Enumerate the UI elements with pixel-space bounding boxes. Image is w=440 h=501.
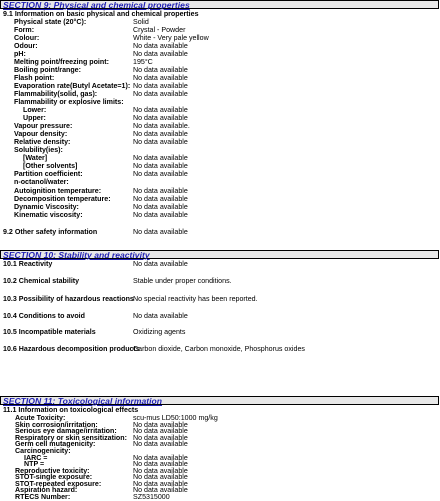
property-row: [0, 114, 440, 122]
property-value: No data available: [133, 130, 188, 138]
stability-value: No special reactivity has been reported.: [133, 295, 258, 303]
property-label: Physical state (20°C):: [14, 18, 87, 26]
property-value: No data available: [133, 50, 188, 58]
stability-row: [0, 277, 440, 285]
property-value: No data available: [133, 90, 188, 98]
property-row: [0, 162, 440, 170]
property-value: No data available: [133, 162, 188, 170]
property-label: Dynamic Viscosity:: [14, 203, 79, 211]
stability-value: Carbon dioxide, Carbon monoxide, Phosphorus oxides: [133, 345, 305, 353]
tox-value: No data available: [133, 479, 188, 488]
property-label: Relative density:: [14, 138, 71, 146]
property-label: Colour:: [14, 34, 40, 42]
tox-label: STOT-single exposure:: [15, 473, 93, 482]
property-row: [0, 66, 440, 74]
tox-label: Aspiration hazard:: [15, 486, 78, 495]
tox-value: SZ5315000: [133, 493, 170, 501]
property-value: No data available: [133, 66, 188, 74]
tox-label: Respiratory or skin sensitization:: [15, 433, 127, 442]
tox-label: Skin corrosion/irritation:: [15, 420, 98, 429]
tox-label: Germ cell mutagenicity:: [15, 440, 96, 449]
tox-label: Acute Toxicity:: [15, 414, 66, 422]
property-value: No data available: [133, 114, 188, 122]
stability-value: Stable under proper conditions.: [133, 277, 232, 285]
property-label: Flammability(solid, gas):: [14, 90, 98, 98]
property-row: [0, 138, 440, 146]
stability-value: No data available: [133, 260, 188, 268]
property-label: [Water]: [23, 154, 48, 162]
property-label: Flammability or explosive limits:: [14, 98, 124, 106]
other-safety-value: No data available: [133, 228, 188, 236]
property-label: Kinematic viscosity:: [14, 211, 83, 219]
property-value: No data available: [133, 74, 188, 82]
property-label: [Other solvents]: [23, 162, 78, 170]
property-label: Decomposition temperature:: [14, 195, 111, 203]
tox-value: No data available: [133, 453, 188, 462]
tox-label: RTECS Number:: [15, 493, 71, 501]
property-value: No data available: [133, 170, 188, 178]
property-row: [0, 195, 440, 203]
other-safety-label: 9.2 Other safety information: [3, 228, 98, 236]
section-11-1-heading: 11.1 Information on toxicological effects: [3, 406, 139, 414]
tox-value: No data available: [133, 460, 188, 469]
property-row: [0, 58, 440, 66]
section-11-header: SECTION 11: Toxicological information: [0, 396, 439, 405]
stability-row: [0, 295, 440, 303]
property-label: Form:: [14, 26, 35, 34]
property-value: White - Very pale yellow: [133, 34, 209, 42]
property-row: [0, 203, 440, 211]
property-label: Partition coefficient:: [14, 170, 83, 178]
tox-label: STOT-repeated exposure:: [15, 479, 102, 488]
tox-value: No data available: [133, 433, 188, 442]
stability-label: 10.3 Possibility of hazardous reactions: [3, 295, 134, 303]
tox-value: No data available: [133, 466, 188, 475]
stability-label: 10.1 Reactivity: [3, 260, 53, 268]
property-row: [0, 74, 440, 82]
tox-value: No data available: [133, 440, 188, 449]
property-row: [0, 18, 440, 26]
property-row: [0, 154, 440, 162]
property-row: [0, 82, 440, 90]
property-value: Solid: [133, 18, 149, 26]
property-value: No data available: [133, 42, 188, 50]
tox-label: NTP =: [24, 460, 45, 469]
property-label: pH:: [14, 50, 26, 58]
property-row: [0, 170, 440, 178]
property-row: [0, 146, 440, 154]
stability-label: 10.5 Incompatible materials: [3, 328, 96, 336]
property-row: [0, 50, 440, 58]
property-label: Autoignition temperature:: [14, 187, 102, 195]
property-label: n-octanol/water:: [14, 178, 69, 186]
property-row: [0, 178, 440, 186]
property-row: [0, 34, 440, 42]
section-9-header: SECTION 9: Physical and chemical properties: [0, 0, 439, 9]
property-label: Evaporation rate(Butyl Acetate=1):: [14, 82, 131, 90]
property-label: Upper:: [23, 114, 46, 122]
section-9-1-heading: 9.1 Information on basic physical and chemical properties: [3, 10, 199, 18]
stability-value: No data available: [133, 312, 188, 320]
property-value: No data available: [133, 187, 188, 195]
property-label: Melting point/freezing point:: [14, 58, 109, 66]
tox-value: scu-mus LD50:1000 mg/kg: [133, 414, 218, 422]
property-value: No data available.: [133, 122, 190, 130]
property-label: Flash point:: [14, 74, 55, 82]
property-row: [0, 26, 440, 34]
tox-label: Reproductive toxicity:: [15, 466, 90, 475]
other-safety-row: [0, 228, 440, 236]
property-value: 195°C: [133, 58, 153, 66]
tox-value: No data available: [133, 473, 188, 482]
property-label: Odour:: [14, 42, 38, 50]
property-value: No data available: [133, 138, 188, 146]
tox-label: IARC =: [24, 453, 48, 462]
property-row: [0, 130, 440, 138]
tox-label: Carcinogenicity:: [15, 446, 71, 455]
stability-row: [0, 260, 440, 268]
property-row: [0, 98, 440, 106]
property-label: Solubility(ies):: [14, 146, 63, 154]
property-row: [0, 122, 440, 130]
stability-value: Oxidizing agents: [133, 328, 186, 336]
stability-label: 10.2 Chemical stability: [3, 277, 80, 285]
tox-value: No data available: [133, 420, 188, 429]
property-row: [0, 211, 440, 219]
property-label: Lower:: [23, 106, 47, 114]
property-value: No data available: [133, 106, 188, 114]
property-row: [0, 90, 440, 98]
tox-value: No data available: [133, 486, 188, 495]
property-row: [0, 42, 440, 50]
section-10-header: SECTION 10: Stability and reactivity: [0, 250, 439, 259]
property-row: [0, 106, 440, 114]
tox-value: No data available: [133, 427, 188, 436]
stability-label: 10.6 Hazardous decomposition products: [3, 345, 140, 353]
property-row: [0, 187, 440, 195]
property-label: Boiling point/range:: [14, 66, 81, 74]
property-value: No data available: [133, 82, 188, 90]
property-value: No data available: [133, 203, 188, 211]
stability-row: [0, 312, 440, 320]
property-label: Vapour density:: [14, 130, 68, 138]
tox-label: Serious eye damage/irritation:: [15, 427, 117, 436]
stability-row: [0, 345, 440, 353]
property-value: No data available: [133, 154, 188, 162]
stability-row: [0, 328, 440, 336]
property-label: Vapour pressure:: [14, 122, 73, 130]
property-value: Crystal - Powder: [133, 26, 186, 34]
stability-label: 10.4 Conditions to avoid: [3, 312, 85, 320]
property-value: No data available: [133, 195, 188, 203]
property-value: No data available: [133, 211, 188, 219]
